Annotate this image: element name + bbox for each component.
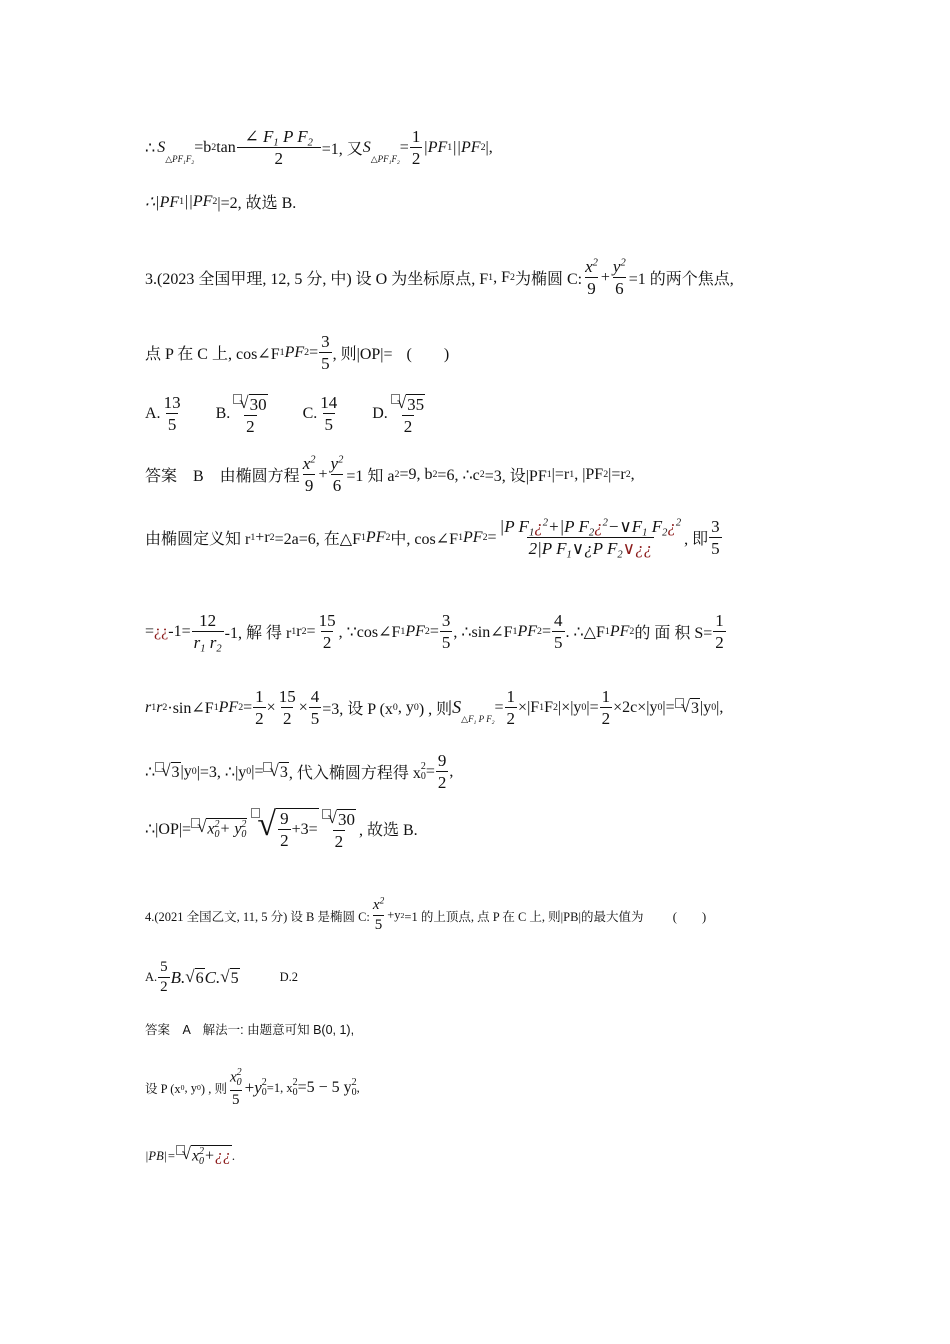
p2-line-1: ∴ S $\triangle PF_1F_2$ =b 2 tan $\frac{\angle F_1 P F_2}{2}$ =1, 又 S $\triangle PF_1F_2$ = $\frac{1}{2}$ |PF 1 ||PF 2 |, [145,127,493,168]
q3-answer-5: ∴ √ 3 |y 0 |=3, ∴|y 0 |= √ 3 , 代入椭圆方程得 x 2 0 = $\frac{9}{2}$ , [145,751,454,792]
option-b: B. [170,967,186,987]
q3-answer-6: ∴|OP|= √ x 2 0 + y 2 0 √ $\frac{9}{2}$ +3= √ 30 2 , 故选 B. [145,806,418,851]
half-fraction: $\frac{1}{2}$ [411,127,421,168]
q4-answer-3: |PB|= √ x 2 0 +¿¿ . [145,1144,235,1167]
cos-fraction: $\frac{|P F_1¿^2+|P F_2¿^2-\vee F_1 F_2¿^2}{2|P F_1\vee¿P F_2\vee¿¿}$ [499,517,682,561]
q3-answer-3: = ¿¿ -1= $\frac{12}{r_1 r_2}$ -1, 解 得 r 1 r 2 = $\frac{15}{2}$ , ∵cos∠F 1 PF 2 = $\frac{3}{5}$ , ∴sin∠F 1 PF 2 = $\frac{4}{5}$ . ∴△F 1 PF 2 的 面 积 S= $\frac{1}{2}$ [145,611,724,655]
q3-answer-4: r 1 r 2 ·sin∠F 1 PF 2 = $\frac{1}{2}$ × $\frac{15}{2}$ × $\frac{4}{5}$ =3, 设 P (x 0 , y 0 ) , 则 S $\triangle F_1$ P $F_2$ = $\frac{1}{2}$ ×|F 1 F 2 |×|y 0 |= $\frac{1}{2}$ ×2c×|y 0 |= √ 3 |y 0 |, [145,687,724,728]
option-c: C. [302,404,318,422]
q3-stem-1: 3.(2023 全国甲理, 12, 5 分, 中) 设 O 为坐标原点, F 1 , F 2 为椭圆 C: $\frac{x^2}{9}$ + $\frac{y^2}{6}$ =1 的两个焦点, [145,257,734,298]
option-d: D.2 [279,970,298,984]
option-c: C. [204,967,221,987]
option-b: B. [215,404,231,422]
option-a: A. [145,404,161,422]
option-a: A. [145,970,158,984]
q3-answer-2: 由椭圆定义知 r 1 +r 2 =2a=6, 在△F 1 PF 2 中, cos∠F 1 PF 2 = $\frac{|P F_1¿^2+|P F_2¿^2-\vee F_1 F_2¿^2}{2|P F_1\vee¿P F_2\vee¿¿}$ , 即 $\frac{3}{5}$ [145,517,720,561]
q3-stem-2: 点 P 在 C 上, cos∠F 1 PF 2 = $\frac{3}{5}$ , 则|OP|= ( ) [145,332,450,373]
q4-answer-2: 设 P (x 0 , y 0 ) , 则 x 2 0 5 + y 2 0 =1, x 2 0 =5 − 5 y 2 0 , [145,1067,360,1108]
q4-options: A. $\frac{5}{2}$ B. √ 6 C. √ 5 D.2 [145,959,298,995]
option-d: D. [372,404,388,422]
q3-options: A. $\frac{13}{5}$ B. √ 30 2 C. $\frac{14}{5}$ D. √ 35 2 [145,392,425,436]
angle-fraction: $\frac{\angle F_1 P F_2}{2}$ [237,128,321,167]
q3-answer-1: 答案 B 由椭圆方程 $\frac{x^2}{9}$ + $\frac{y^2}{6}$ =1 知 a 2 =9, b 2 =6, ∴c 2 =3, 设|PF 1 |=r 1 , |PF 2 |=r 2 , [145,454,635,495]
q4-stem: 4.(2021 全国乙文, 11, 5 分) 设 B 是椭圆 C: $\frac{x^2}{5}$ +y 2 =1 的上顶点, 点 P 在 C 上, 则|PB|的最大值为 ( ) [145,896,707,933]
p2-line-2: ∴|PF 1 ||PF 2 |=2, 故选 B. [145,192,297,212]
q4-answer-1: 答案 A 解法一: 由题意可知 B(0, 1), [145,1023,355,1037]
